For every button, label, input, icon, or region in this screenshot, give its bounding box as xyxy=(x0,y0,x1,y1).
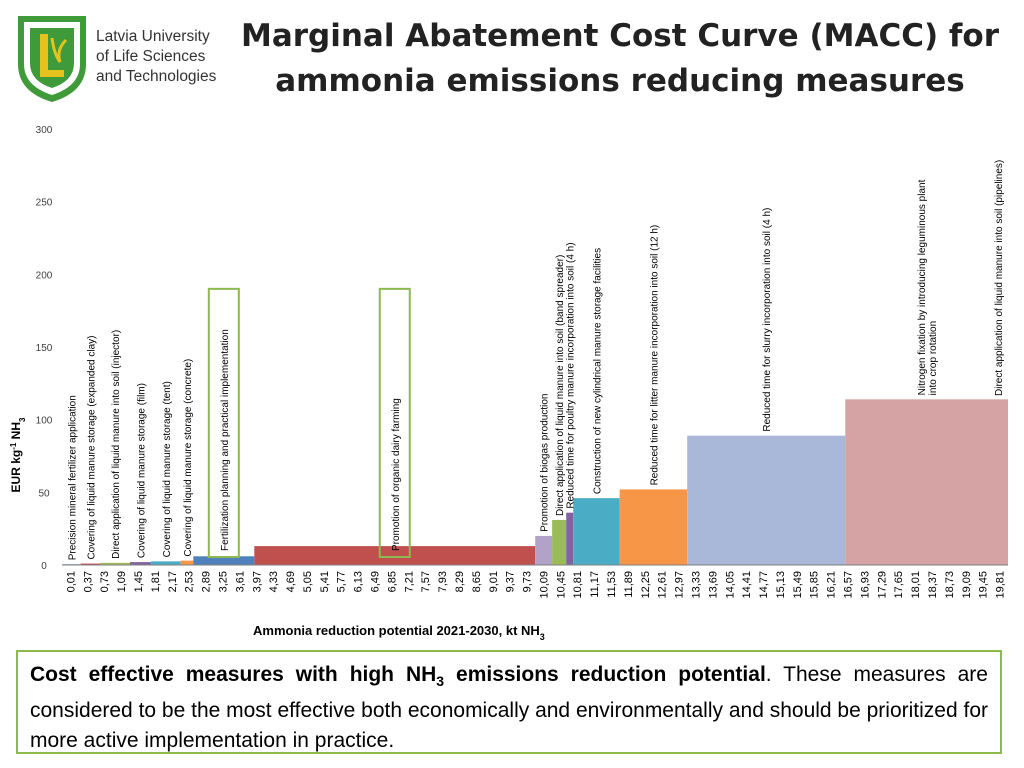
bar-label-14: Reduced time for slurry incorporation into soil (4 h) xyxy=(762,207,774,432)
shield-icon xyxy=(18,16,86,102)
university-name-line-3: and Technologies xyxy=(96,68,217,85)
bar-11 xyxy=(566,513,573,565)
bar-label-3: Direct application of liquid manure into soil (injector) xyxy=(111,329,123,559)
x-tick-label: 3,25 xyxy=(217,571,230,593)
bar-13 xyxy=(620,489,688,565)
bar-label-6: Covering of liquid manure storage (concrete) xyxy=(182,358,194,557)
x-tick-label: 16,93 xyxy=(859,571,872,599)
x-tick-label: 2,53 xyxy=(183,571,196,593)
x-tick-label: 10,45 xyxy=(555,571,568,599)
x-tick-label: 17,65 xyxy=(893,571,906,599)
y-axis-title-tail: NH xyxy=(9,421,23,443)
bar-label-13: Reduced time for litter manure incorporation into soil (12 h) xyxy=(649,224,661,486)
x-tick-label: 0,37 xyxy=(82,571,95,593)
x-tick-label: 3,61 xyxy=(234,571,247,593)
bar-label-15-line-2: into crop rotation xyxy=(928,320,940,396)
y-tick-label: 250 xyxy=(35,197,53,209)
y-tick-label: 0 xyxy=(41,561,47,572)
highlight-boxes-layer xyxy=(209,289,410,557)
bars-layer xyxy=(62,399,1008,565)
y-tick-label: 300 xyxy=(35,125,53,136)
note-bold-after: emissions reduction potential xyxy=(444,663,766,686)
x-tick-label: 18,01 xyxy=(910,571,923,599)
macc-chart xyxy=(0,110,1024,645)
note-rest: . These measures are considered to be the most effective both economically and environmentally and should be prioritized for more active implementation in practice. xyxy=(30,663,989,753)
university-name-line-1: Latvia University xyxy=(96,28,210,45)
title-line-1: Marginal Abatement Cost Curve (MACC) for xyxy=(240,18,1000,54)
x-tick-label: 5,41 xyxy=(318,571,331,593)
x-tick-label: 6,49 xyxy=(369,571,382,593)
x-tick-label: 0,01 xyxy=(65,571,78,593)
bar-6 xyxy=(181,561,194,565)
x-tick-label: 9,73 xyxy=(521,571,534,593)
x-tick-label: 9,37 xyxy=(504,571,517,593)
bar-label-8: Promotion of organic dairy farming xyxy=(390,398,402,551)
x-tick-label: 12,25 xyxy=(639,571,652,599)
x-tick-label: 5,77 xyxy=(335,571,348,593)
bar-5 xyxy=(151,561,181,565)
x-tick-label: 2,17 xyxy=(166,571,179,593)
x-tick-label: 11,17 xyxy=(589,571,602,598)
y-ticks-layer xyxy=(36,125,53,572)
y-axis-title-sub: 3 xyxy=(17,417,27,422)
x-tick-label: 13,33 xyxy=(690,571,703,599)
x-tick-label: 7,93 xyxy=(437,571,450,593)
x-axis-title-main: Ammonia reduction potential 2021-2030, kt NH xyxy=(253,623,540,638)
y-tick-label: 200 xyxy=(35,270,53,282)
x-tick-label: 13,69 xyxy=(707,571,720,599)
x-tick-label: 8,29 xyxy=(453,571,466,593)
x-tick-label: 7,57 xyxy=(420,571,433,593)
x-tick-label: 18,73 xyxy=(943,571,956,599)
x-tick-label: 18,37 xyxy=(926,571,939,599)
x-ticks-layer xyxy=(65,571,1006,599)
bar-12 xyxy=(573,498,619,565)
y-tick-label: 100 xyxy=(35,415,53,427)
y-axis-title-main: EUR kg xyxy=(9,449,23,493)
x-tick-label: 1,45 xyxy=(133,571,146,593)
bar-label-15-line-1: Nitrogen fixation by introducing leguminous plant xyxy=(917,179,929,396)
x-tick-label: 5,05 xyxy=(301,571,314,593)
bar-label-4: Covering of liquid manure storage (film) xyxy=(136,383,148,559)
x-tick-label: 16,57 xyxy=(842,571,855,599)
bar-label-16: Direct application of liquid manure into soil (pipelines) xyxy=(994,159,1005,396)
title-line-2: ammonia emissions reducing measures xyxy=(275,63,965,99)
x-axis-title-sub: 3 xyxy=(539,632,545,642)
x-tick-label: 15,49 xyxy=(791,571,804,599)
y-tick-label: 150 xyxy=(35,343,53,354)
y-axis-title-sup: -1 xyxy=(8,442,18,450)
x-tick-label: 4,69 xyxy=(285,571,298,593)
x-tick-label: 10,09 xyxy=(538,571,551,599)
x-tick-label: 14,41 xyxy=(741,571,754,599)
x-tick-label: 1,81 xyxy=(149,571,162,593)
note-bold-before: Cost effective measures with high NH xyxy=(30,663,437,686)
x-tick-label: 11,89 xyxy=(622,571,635,598)
bar-label-10: Direct application of liquid manure into soil (band spreader) xyxy=(555,254,567,516)
y-tick-label: 50 xyxy=(38,488,50,500)
bar-10 xyxy=(552,520,566,565)
x-tick-label: 14,05 xyxy=(724,571,737,599)
x-tick-label: 8,65 xyxy=(470,571,483,593)
page-title xyxy=(240,14,1000,104)
x-tick-label: 19,81 xyxy=(994,571,1007,599)
bar-label-7: Fertilization planning and practical implementation xyxy=(219,329,231,551)
x-tick-label: 14,77 xyxy=(758,571,771,599)
x-tick-label: 2,89 xyxy=(200,571,213,593)
note-box xyxy=(16,650,1002,754)
x-tick-label: 16,21 xyxy=(825,571,838,599)
x-tick-label: 6,13 xyxy=(352,571,365,593)
x-tick-label: 0,73 xyxy=(99,571,112,593)
x-tick-label: 7,21 xyxy=(403,571,416,593)
x-tick-label: 4,33 xyxy=(268,571,281,593)
x-tick-label: 19,09 xyxy=(960,571,973,599)
bar-9 xyxy=(535,536,552,565)
note-bold-sub: 3 xyxy=(436,673,445,690)
x-tick-label: 15,13 xyxy=(774,571,787,599)
x-tick-label: 1,09 xyxy=(116,571,129,593)
bar-label-11: Reduced time for poultry manure incorporation into soil (4 h) xyxy=(565,242,577,509)
x-tick-label: 17,29 xyxy=(876,571,889,599)
university-name-line-2: of Life Sciences xyxy=(96,48,206,65)
bar-14 xyxy=(687,436,845,565)
x-tick-label: 19,45 xyxy=(977,571,990,599)
bar-label-1: Precision mineral fertilizer application xyxy=(67,395,79,561)
x-tick-label: 3,97 xyxy=(251,571,264,593)
x-tick-label: 6,85 xyxy=(386,571,399,593)
bar-label-12: Construction of new cylindrical manure storage facilities xyxy=(592,247,604,495)
x-tick-label: 12,97 xyxy=(673,571,686,599)
bar-15 xyxy=(845,399,1008,565)
x-tick-label: 9,01 xyxy=(487,571,500,593)
x-tick-label: 12,61 xyxy=(656,571,669,599)
bar-label-2: Covering of liquid manure storage (expanded clay) xyxy=(86,335,98,560)
bar-label-5: Covering of liquid manure storage (tent) xyxy=(161,381,173,558)
x-tick-label: 10,81 xyxy=(572,571,585,599)
university-name xyxy=(96,27,216,87)
bar-label-9: Promotion of biogas production xyxy=(539,393,551,532)
x-tick-label: 15,85 xyxy=(808,571,821,599)
y-axis-title xyxy=(9,417,27,492)
note-bold xyxy=(30,663,766,690)
x-tick-label: 11,53 xyxy=(606,571,619,598)
x-axis-title xyxy=(253,623,545,642)
